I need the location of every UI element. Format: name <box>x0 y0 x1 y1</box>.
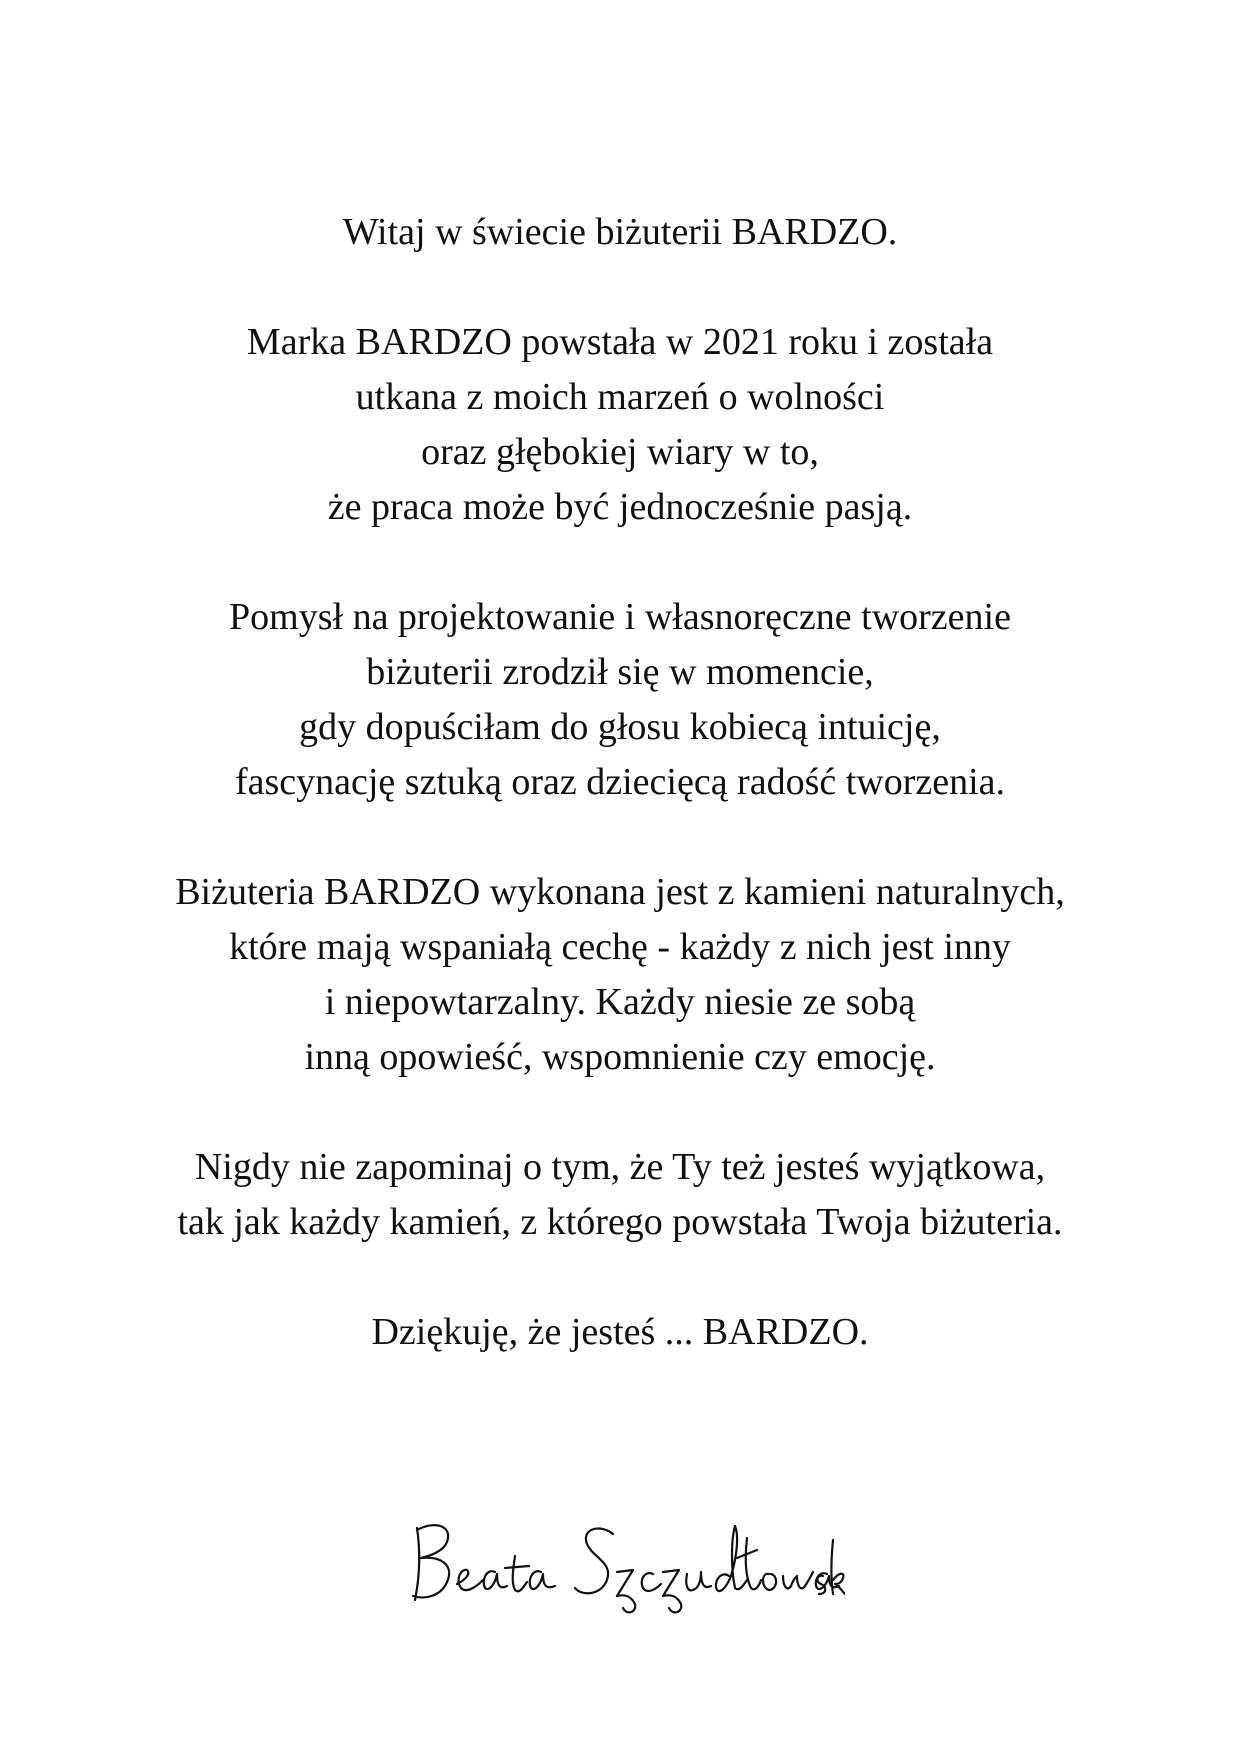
closing-line: Dziękuję, że jesteś ... BARDZO. <box>371 1311 869 1353</box>
text-line: tak jak każdy kamień, z którego powstała Twoja biżuteria. <box>177 1201 1063 1243</box>
text-line: Marka BARDZO powstała w 2021 roku i została <box>246 321 994 363</box>
greeting-line: Witaj w świecie biżuterii BARDZO. <box>342 211 898 253</box>
text-line: które mają wspaniałą cechę - każdy z nich jest inny <box>229 926 1011 968</box>
closing-paragraph <box>0 1305 1240 1360</box>
text-line: Nigdy nie zapominaj o tym, że Ty też jesteś wyjątkowa, <box>194 1146 1046 1188</box>
text-line: Pomysł na projektowanie i własnoręczne tworzenie <box>229 596 1011 638</box>
text-line: fascynację sztuką oraz dziecięcą radość tworzenia. <box>234 761 1006 803</box>
text-line: że praca może być jednocześnie pasją. <box>327 486 913 528</box>
handwritten-signature <box>395 1500 845 1620</box>
text-line: utkana z moich marzeń o wolności <box>355 376 885 418</box>
idea-paragraph <box>0 590 1240 810</box>
text-line: oraz głębokiej wiary w to, <box>421 431 819 473</box>
text-line: biżuterii zrodził się w momencie, <box>366 651 874 693</box>
letter-body <box>0 205 1240 1360</box>
stones-paragraph <box>0 865 1240 1085</box>
text-line: inną opowieść, wspomnienie czy emocję. <box>304 1036 936 1078</box>
text-line: i niepowtarzalny. Każdy niesie ze sobą <box>324 981 916 1023</box>
text-line: Biżuteria BARDZO wykonana jest z kamieni naturalnych, <box>175 871 1065 913</box>
text-line: gdy dopuściłam do głosu kobiecą intuicję, <box>299 706 941 748</box>
reminder-paragraph <box>0 1140 1240 1250</box>
brand-origin-paragraph <box>0 315 1240 535</box>
greeting-paragraph <box>0 205 1240 260</box>
